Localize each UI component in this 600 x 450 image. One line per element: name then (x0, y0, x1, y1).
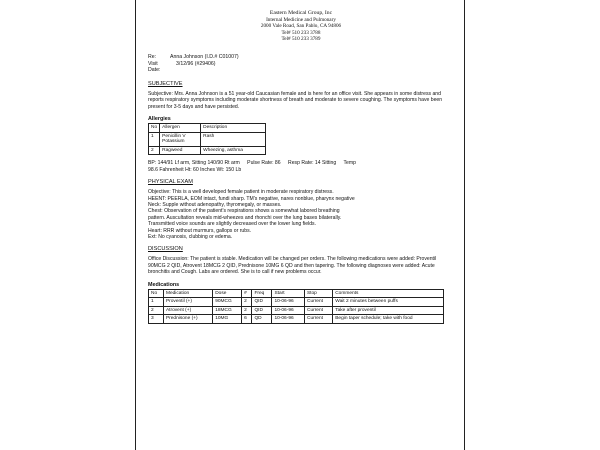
allergies-col-allergen: Allergen (160, 123, 201, 132)
med-freq: QD (252, 315, 272, 324)
med-name: Prednisone (+) (163, 315, 212, 324)
med-no: 3 (149, 315, 164, 324)
med-comments: Wait 2 minutes between puffs (333, 298, 444, 307)
exam-line: Objective: This is a well developed female patient in moderate respiratory distress. (148, 189, 334, 196)
med-freq: QID (252, 306, 272, 315)
physical-exam-text (148, 189, 454, 240)
patient-name: Anna Johnson (I.D.# C01007) (170, 53, 239, 60)
med-comments: Take after proventil (333, 306, 444, 315)
exam-line: Ext: No cyanosis, clubbing or edema. (148, 234, 233, 240)
allergies-col-no: No (149, 123, 160, 132)
allergy-allergen: Penicillin V Potassium (160, 132, 201, 146)
table-row (149, 298, 444, 307)
med-count: 2 (242, 306, 252, 315)
med-stop: Current (304, 306, 332, 315)
medications-heading: Medications (148, 281, 180, 288)
meds-col-count: # (242, 289, 252, 298)
med-name: Proventil (+) (163, 298, 212, 307)
exam-line: Heart: RRR without murmurs, gallops or rubs. (148, 227, 252, 234)
discussion-heading: DISCUSSION (148, 246, 183, 253)
allergies-header-row (149, 123, 266, 132)
visit-date: 3/12/96 (#29406) (176, 60, 216, 67)
table-row (149, 146, 266, 155)
vitals-temp: Temp (343, 160, 356, 167)
meds-col-medication: Medication (163, 289, 212, 298)
table-row (149, 306, 444, 315)
exam-line: Transmitted voice sounds are slightly decreased over the lower lung fields. (148, 221, 316, 228)
medications-header-row (149, 289, 444, 298)
exam-line: pattern. Auscultation reveals mid-wheezes and rhonchi over the lung bases bilaterally. (148, 214, 342, 221)
meds-col-dose: Dose (213, 289, 242, 298)
allergies-table (148, 123, 266, 155)
med-count: 6 (242, 315, 252, 324)
med-start: 10-06-96 (272, 315, 305, 324)
clinic-phone-1: Tel# 510 233 3788 (281, 29, 321, 36)
med-start: 10-06-96 (272, 298, 305, 307)
med-freq: QID (252, 298, 272, 307)
exam-line: Neck: Supple without adenopathy, thyromegaly, or masses. (148, 201, 282, 208)
subjective-text: Subjective: Mrs. Anna Johnson is a 51 year-old Caucasian female and is here for an office visit. She appears in some distress and reports respiratory symptoms including moderate shortness of breath and moderate to severe coughing. The symptoms have been present for 3-5 days and have persisted. (148, 90, 443, 110)
allergy-allergen: Ragweed (160, 146, 201, 155)
med-no: 2 (149, 306, 164, 315)
meds-col-freq: Freq (252, 289, 272, 298)
med-dose: 10MG (213, 315, 242, 324)
allergy-description: Wheezing, asthma (201, 146, 266, 155)
med-stop: Current (304, 315, 332, 324)
med-count: 2 (242, 298, 252, 307)
allergies-col-description: Description (201, 123, 266, 132)
vitals-resp: Resp Rate: 14 Sitting (288, 160, 337, 167)
med-comments: Begin taper schedule; take with food (333, 315, 444, 324)
allergy-no: 1 (149, 132, 160, 146)
allergy-no: 2 (149, 146, 160, 155)
meds-col-no: No (149, 289, 164, 298)
vitals-pulse: Pulse Rate: 86 (247, 160, 281, 167)
table-row (149, 132, 266, 146)
med-dose: 18MCG (213, 306, 242, 315)
clinic-address: 2000 Vale Road, San Pablo, CA 94806 (260, 23, 342, 30)
re-label: Re: (148, 53, 157, 60)
exam-line: Chest: Observation of the patient's respirations shows a somewhat labored breathing (148, 208, 340, 215)
clinic-name: Eastern Medical Group, Inc (269, 10, 333, 16)
clinic-phone-2: Tel# 510 233 3789 (281, 36, 321, 43)
med-name: Atrovent (+) (163, 306, 212, 315)
document-page (135, 0, 465, 450)
medications-table (148, 289, 444, 324)
allergies-heading: Allergies (148, 115, 171, 122)
vitals-line-2: 98.6 Fahrenheit Ht: 60 Inches Wt: 150 Lb (148, 166, 242, 173)
exam-line: HEENT: PEERLA, EOM intact, fundi sharp. TM's negative, nares nonblue, pharynx negative (148, 195, 355, 202)
meds-col-comments: Comments (333, 289, 444, 298)
letterhead (148, 10, 454, 43)
med-no: 1 (149, 298, 164, 307)
med-start: 10-06-96 (272, 306, 305, 315)
clinic-department: Internal Medicine and Pulmonary (266, 16, 336, 23)
meds-col-stop: Stop (304, 289, 332, 298)
physical-exam-heading: PHYSICAL EXAM (148, 179, 193, 186)
vitals (148, 160, 454, 173)
subjective-heading: SUBJECTIVE (148, 80, 183, 87)
vitals-bp: BP: 144/91 Lf arm, Sitting 140/90 Rt arm (148, 160, 240, 167)
med-stop: Current (304, 298, 332, 307)
allergy-description: Rash (201, 132, 266, 146)
discussion-text: Office Discussion: The patient is stable. Medication will be changed per orders. The following medications were added: Proventil 90MCG 2 QID, Atrovent 18MCG 2 QID, Prednisone 10MG 6 QD and then tapering. The following diagnoses were added: Acute bronchitis and Cough. Labs are ordered. She is to call if new problems occur. (148, 256, 437, 276)
table-row (149, 315, 444, 324)
patient-meta (148, 54, 454, 74)
med-dose: 90MCG (213, 298, 242, 307)
visit-date-label: Visit Date: (148, 60, 161, 74)
meds-col-start: Start (272, 289, 305, 298)
